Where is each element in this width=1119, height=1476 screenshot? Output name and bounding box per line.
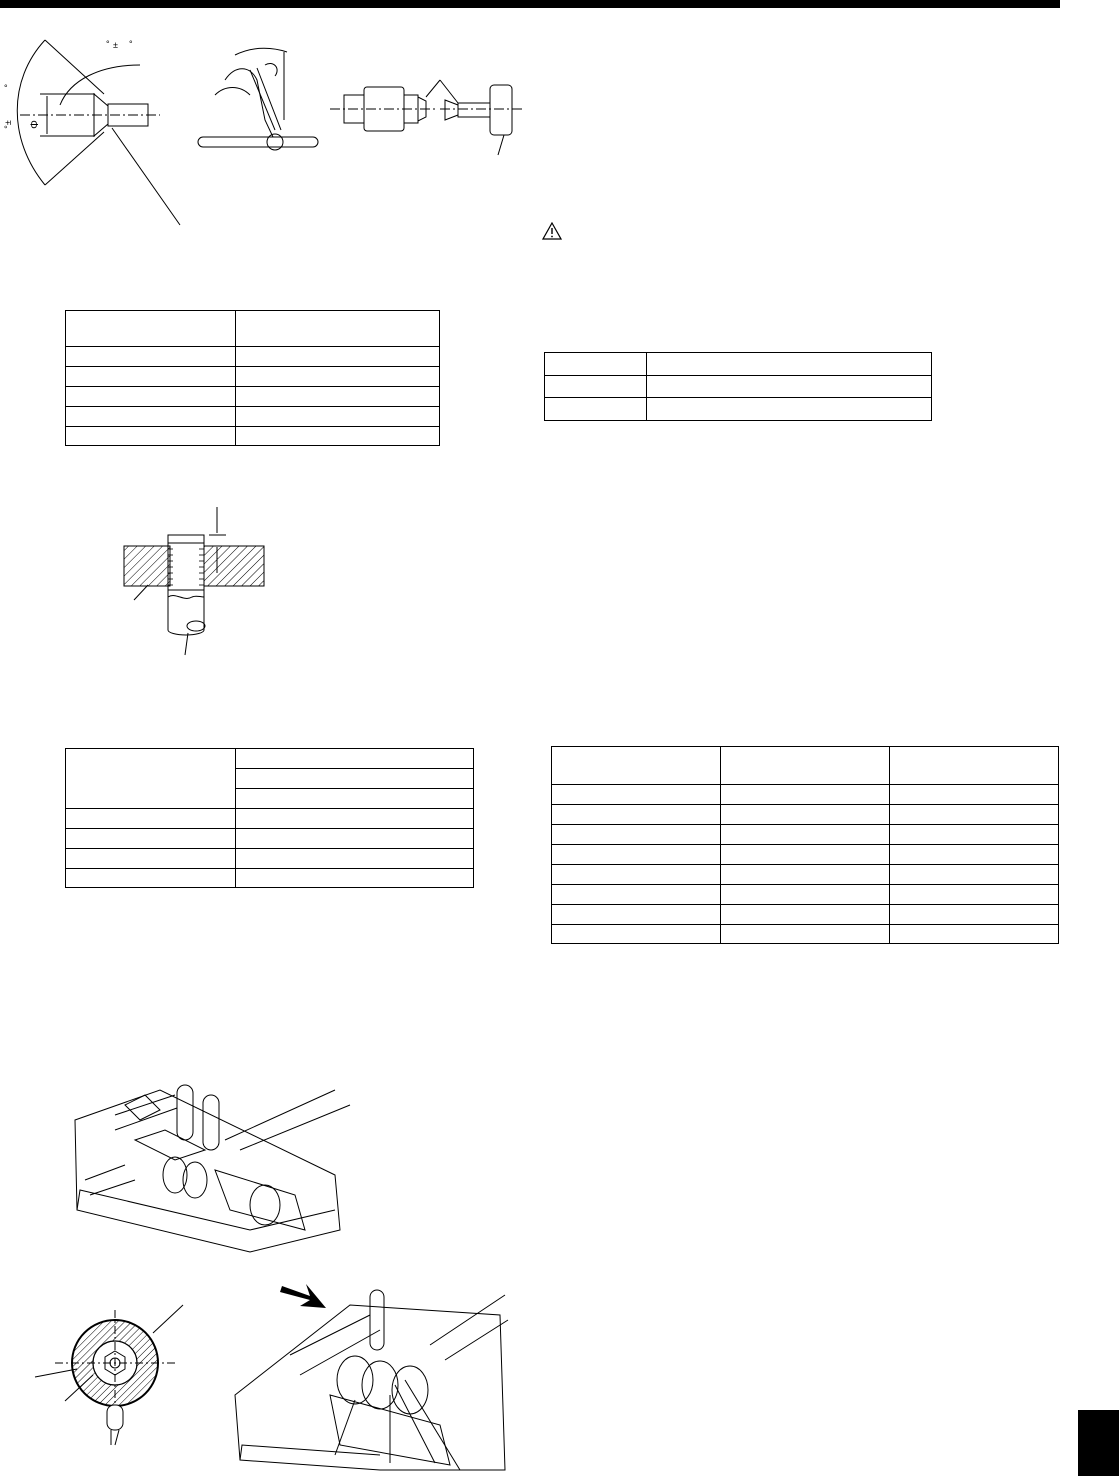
table-row [66,407,440,427]
flare-union-figure [330,75,530,160]
diameter-symbol: Φ [28,120,41,129]
table-header-row [66,311,440,347]
table-row [552,925,1059,944]
table-row [552,785,1059,805]
pipe-size-table [65,748,474,888]
table-row [66,387,440,407]
degree-symbol: ° [4,83,8,93]
table-row [66,367,440,387]
table-row [545,353,932,376]
tightening-torque-table [551,746,1059,944]
table-row [66,829,474,849]
table-row [66,809,474,829]
page-header-bar [0,0,1060,8]
plus-minus-symbol: ± [113,40,118,50]
table-row [66,749,474,769]
table-row [66,347,440,367]
table-row [552,805,1059,825]
table-row [552,825,1059,845]
indoor-unit-insulated-figure [230,1285,510,1475]
pipe-cutting-figure [195,40,330,160]
table-row [66,427,440,446]
table-header-row [552,747,1059,785]
degree-plus-minus-symbol: °± [2,120,13,129]
table-row [552,845,1059,865]
table-row [66,869,474,888]
flare-dimensions-table [65,310,440,446]
degree-symbol: ° [106,39,110,49]
pipe-protrusion-figure [110,505,270,660]
degree-symbol: ° [129,39,133,49]
table-row [545,398,932,421]
table-row [552,865,1059,885]
table-row [545,376,932,398]
indoor-unit-figure [65,1080,355,1255]
page-edge-tab [1078,1410,1119,1476]
pipe-insulation-section-figure [35,1305,185,1455]
table-row [552,885,1059,905]
table-row [552,905,1059,925]
flare-dimension-figure [0,20,170,235]
table-row [66,849,474,869]
warning-triangle-icon [542,222,562,240]
torque-table [544,352,932,421]
